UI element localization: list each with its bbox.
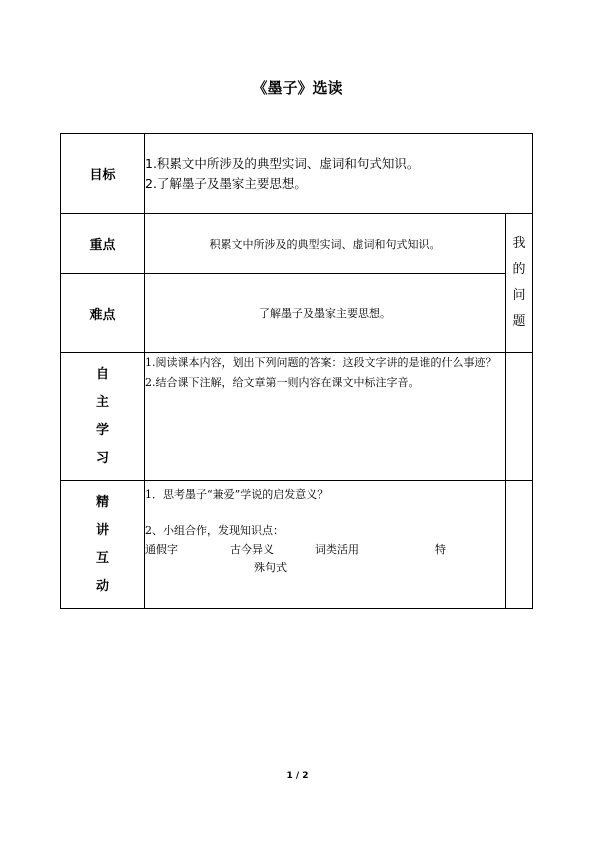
knowledge-points-row-2 — [145, 559, 505, 577]
interaction-char-4: 动 — [95, 578, 109, 594]
kp-gujinyiyi: 古今异义 — [230, 543, 274, 556]
self-study-char-1: 自 — [95, 366, 109, 382]
goal-label: 目标 — [61, 134, 145, 214]
interaction-char-1: 精 — [95, 494, 109, 510]
goal-content — [145, 134, 533, 214]
self-study-label — [61, 353, 145, 481]
question-char-3: 问 — [512, 288, 526, 303]
kp-teshu-a: 特 — [435, 543, 446, 556]
row-self-study — [61, 353, 533, 481]
row-goal — [61, 134, 533, 214]
self-study-char-4: 习 — [95, 450, 109, 466]
my-questions-column — [506, 214, 533, 353]
interaction-char-3: 互 — [95, 550, 109, 566]
kp-cileihuoyong: 词类活用 — [315, 543, 359, 556]
self-study-question-cell — [506, 353, 533, 481]
knowledge-points-row — [145, 541, 505, 559]
row-interaction — [61, 481, 533, 609]
document-title: 《墨子》选读 — [252, 79, 343, 97]
row-key-point — [61, 214, 533, 274]
self-study-char-3: 学 — [95, 422, 109, 438]
self-study-char-2: 主 — [95, 394, 109, 410]
page-number: 1 / 2 — [286, 771, 309, 781]
question-char-4: 题 — [512, 314, 526, 329]
kp-tongjiazi: 通假字 — [145, 543, 178, 556]
difficulty-content: 了解墨子及墨家主要思想。 — [145, 274, 506, 353]
interaction-label — [61, 481, 145, 609]
key-point-content: 积累文中所涉及的典型实词、虚词和句式知识。 — [145, 214, 506, 274]
row-difficulty — [61, 274, 533, 353]
goal-line-2: 2.了解墨子及墨家主要思想。 — [145, 175, 307, 191]
self-study-item-2: 2.结合课下注解，给文章第一则内容在课文中标注字音。 — [145, 376, 420, 389]
interaction-char-2: 讲 — [95, 522, 109, 538]
interaction-content — [145, 481, 506, 609]
interaction-item-2: 2、小组合作，发现知识点： — [145, 524, 284, 537]
interaction-item-1: 1．思考墨子“兼爱”学说的启发意义？ — [145, 488, 329, 501]
self-study-item-1: 1.阅读课本内容，划出下列问题的答案：这段文字讲的是谁的什么事迹？ — [145, 356, 497, 369]
interaction-question-cell — [506, 481, 533, 609]
key-point-label: 重点 — [61, 214, 145, 274]
difficulty-label: 难点 — [61, 274, 145, 353]
question-char-2: 的 — [512, 262, 526, 277]
self-study-content — [145, 353, 506, 481]
question-char-1: 我 — [512, 236, 526, 251]
kp-teshu-b: 殊句式 — [254, 561, 287, 574]
goal-line-1: 1.积累文中所涉及的典型实词、虚词和句式知识。 — [145, 155, 420, 171]
lesson-plan-table — [60, 133, 533, 609]
